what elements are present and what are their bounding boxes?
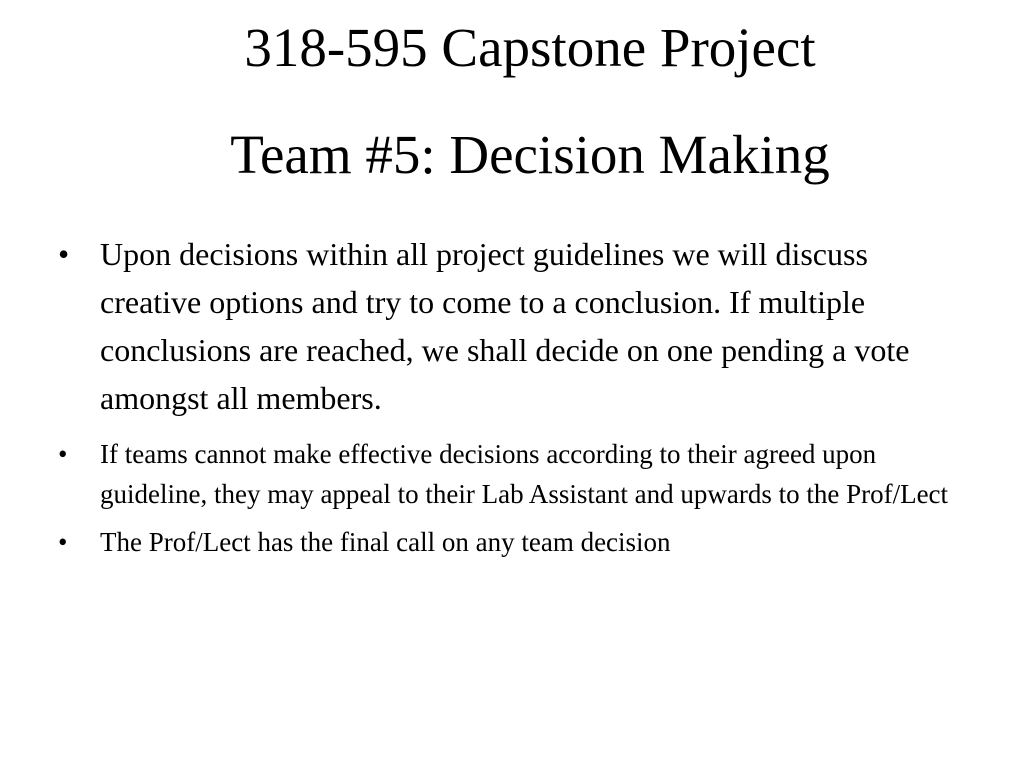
bullet-text: If teams cannot make effective decisions according to their agreed upon guideline, they may appeal to their Lab Assistant and upwards to the Prof/Lect [100,439,949,509]
bullet-point-icon: • [58,527,68,557]
bullet-point-icon: • [58,439,68,469]
slide-title: 318-595 Capstone Project [244,17,816,78]
bullet-text: Upon decisions within all project guidelines we will discuss creative options and try to come to a conclusion. If multiple conclusions are reached, we shall decide on one pending a vote amongst all members. [100,236,910,416]
slide-subtitle: Team #5: Decision Making [230,124,830,185]
bullet-list [58,230,958,562]
bullet-point-icon: • [58,236,70,272]
bullet-item [58,230,930,422]
bullet-text: The Prof/Lect has the final call on any team decision [100,527,671,557]
bullet-item [58,522,960,562]
bullet-item [58,434,960,514]
